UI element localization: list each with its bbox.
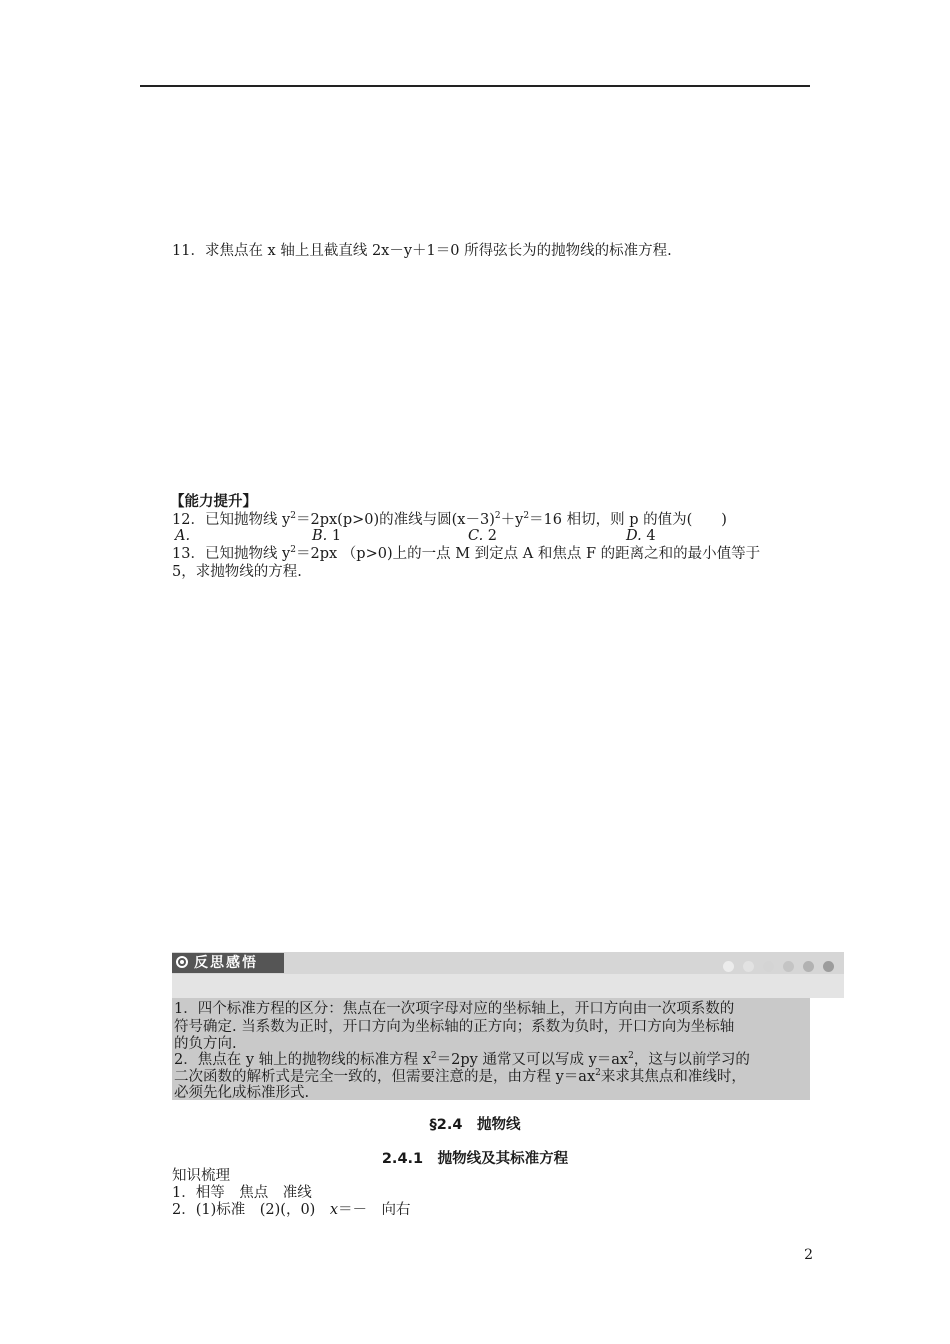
reflection-line-3: 的负方向. xyxy=(174,1036,237,1052)
section-ability-heading: 【能力提升】 xyxy=(170,494,257,510)
reflection-line-4: 2．焦点在 y 轴上的抛物线的标准方程 $x^2=2py$ 通常又可以写成 $y=ax^2$，这与以前学习的 xyxy=(174,1051,750,1068)
dot-icon xyxy=(743,961,754,972)
answers-section-title: §2.4 抛物线 xyxy=(429,1117,521,1133)
dot-icon xyxy=(803,961,814,972)
dot-icon xyxy=(723,961,734,972)
question-12: 12．已知抛物线 $y^2=2px(p>0)$的准线与圆$(x-3)^2+y^2=16$ 相切，则 p 的值为( ) xyxy=(172,511,727,528)
target-icon xyxy=(176,956,188,968)
reflection-line-2: 符号确定. 当系数为正时，开口方向为坐标轴的正方向；系数为负时，开口方向为坐标轴 xyxy=(174,1019,735,1035)
page-number: 2 xyxy=(804,1247,813,1263)
question-13-line2: 5，求抛物线的方程. xyxy=(172,564,302,580)
answers-heading: 知识梳理 xyxy=(172,1168,230,1184)
question-12-options xyxy=(175,528,815,546)
dot-icon xyxy=(763,961,774,972)
option-d: D. 4 xyxy=(626,528,656,544)
reflection-line-5: 二次函数的解析式是完全一致的，但需要注意的是，由方程 $y=ax^2$来求其焦点和准线时， xyxy=(174,1068,746,1085)
question-11: 11．求焦点在 x 轴上且截直线 2x－y＋1＝0 所得弦长为的抛物线的标准方程. xyxy=(172,243,672,259)
dot-icon xyxy=(823,961,834,972)
answer-item-2: 2．(1)标准 (2)(，0) x＝－ 向右 xyxy=(172,1202,411,1218)
header-rule xyxy=(140,85,810,87)
decorative-dots xyxy=(714,957,834,969)
option-c: C. 2 xyxy=(468,528,498,544)
reflection-line-6: 必须先化成标准形式. xyxy=(174,1085,310,1101)
option-b: B. 1 xyxy=(312,528,342,544)
reflection-banner-bar xyxy=(172,952,844,974)
reflection-line-1: 1．四个标准方程的区分：焦点在一次项字母对应的坐标轴上，开口方向由一次项系数的 xyxy=(174,1001,735,1017)
reflection-banner xyxy=(172,952,844,998)
reflection-tag: 反思感悟 xyxy=(172,953,284,973)
question-13-line1: 13．已知抛物线 $y^2=2px$ （p>0)上的一点 M 到定点 A 和焦点 F 的距离之和的最小值等于 xyxy=(172,545,761,562)
dot-icon xyxy=(783,961,794,972)
answers-subsection-title: 2.4.1 抛物线及其标准方程 xyxy=(381,1151,569,1167)
answer-item-1: 1．相等 焦点 准线 xyxy=(172,1185,312,1201)
option-a: A. xyxy=(175,528,191,544)
